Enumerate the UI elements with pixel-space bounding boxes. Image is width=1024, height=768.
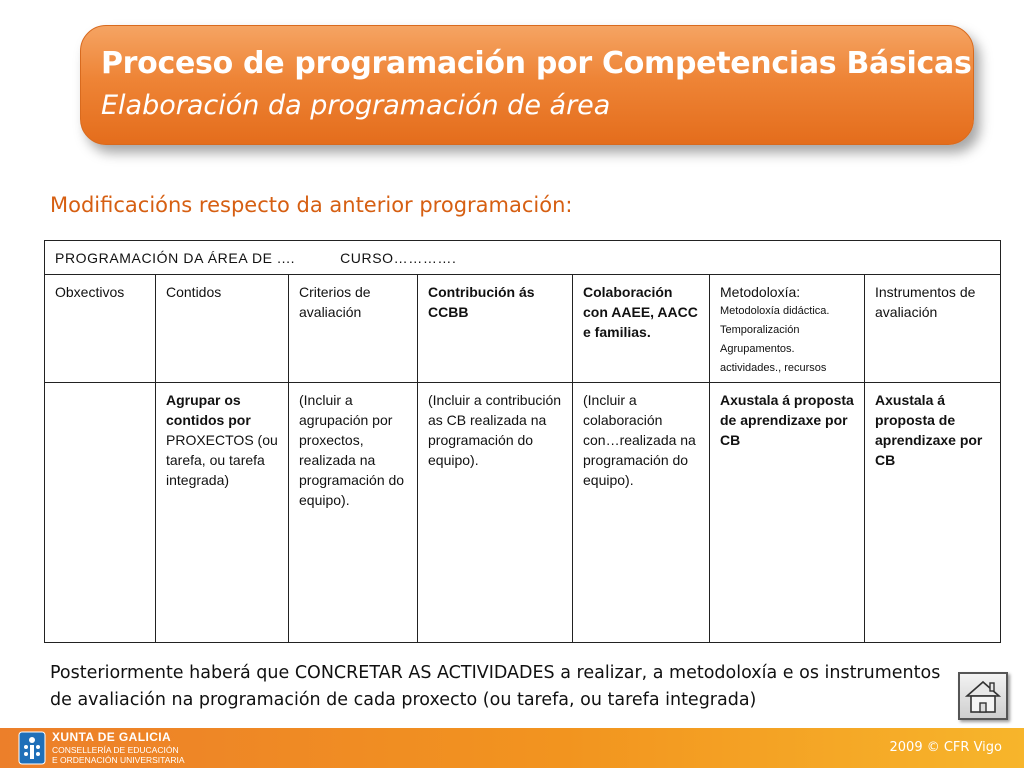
department-line: CONSELLERÍA DE EDUCACIÓN: [52, 745, 179, 755]
home-button[interactable]: [958, 672, 1008, 720]
cell-criterios: (Incluir a agrupación por proxectos, realizada na programación do equipo).: [289, 383, 418, 643]
table-body-row: [45, 383, 1001, 643]
section-heading: Modificacións respecto da anterior programación:: [50, 193, 573, 217]
footer-bar: [0, 728, 1024, 768]
home-icon: [960, 674, 1006, 718]
footnote-text: Posteriormente haberá que CONCRETAR AS ACTIVIDADES a realizar, a metodoloxía e os instrumentos de avaliación na programación de cada proxecto (ou tarefa, ou tarefa integrada): [50, 663, 941, 710]
metodoloxia-label: Metodoloxía:: [720, 284, 801, 300]
footer-credit: 2009 © CFR Vigo: [889, 740, 1002, 755]
cell-contribucion: (Incluir a contribución as CB realizada na programación do equipo).: [418, 383, 573, 643]
metodoloxia-item: actividades., recursos: [720, 362, 827, 374]
slide-title: Proceso de programación por Competencias Básicas: [101, 46, 972, 81]
column-header-row: [45, 275, 1001, 383]
contidos-bold-text: Agrupar os contidos por: [166, 392, 251, 428]
cell-metodoloxia: Axustala á proposta de aprendizaxe por CB: [710, 383, 865, 643]
xunta-crest-icon: [18, 731, 46, 765]
col-contribucion: Contribución ás CCBB: [418, 275, 573, 383]
table-header-row: [45, 241, 1001, 275]
col-metodoloxia: [710, 275, 865, 383]
programming-table: [44, 240, 1001, 643]
course-label: CURSO………….: [340, 250, 457, 266]
col-instrumentos: Instrumentos de avaliación: [865, 275, 1001, 383]
col-contidos: Contidos: [156, 275, 289, 383]
table-header-cell: [45, 241, 1001, 275]
title-banner: [80, 25, 974, 145]
col-colaboracion: Colaboración con AAEE, AACC e familias.: [573, 275, 710, 383]
area-label: PROGRAMACIÓN DA ÁREA DE ....: [55, 250, 296, 266]
col-obxectivos: Obxectivos: [45, 275, 156, 383]
cell-contidos: [156, 383, 289, 643]
org-name: XUNTA DE GALICIA: [52, 730, 172, 744]
department-name: [52, 745, 185, 765]
metodoloxia-item: Temporalización: [720, 324, 800, 336]
metodoloxia-item: Metodoloxía didáctica.: [720, 305, 830, 317]
col-criterios: Criterios de avaliación: [289, 275, 418, 383]
slide-subtitle: Elaboración da programación de área: [101, 90, 611, 121]
cell-colaboracion: (Incluir a colaboración con…realizada na programación do equipo).: [573, 383, 710, 643]
department-line: E ORDENACIÓN UNIVERSITARIA: [52, 755, 185, 765]
contidos-text: PROXECTOS (ou tarefa, ou tarefa integrada): [166, 432, 278, 488]
cell-instrumentos: Axustala á proposta de aprendizaxe por CB: [865, 383, 1001, 643]
cell-obxectivos: [45, 383, 156, 643]
metodoloxia-item: Agrupamentos.: [720, 343, 795, 355]
